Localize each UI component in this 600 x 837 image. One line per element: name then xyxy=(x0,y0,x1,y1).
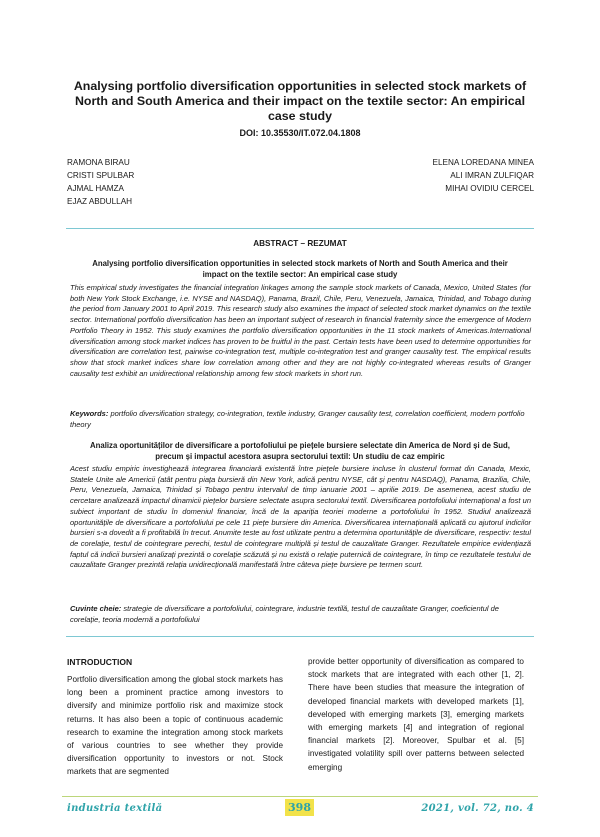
abstract-en-title: Analysing portfolio diversification opportunities in selected stock markets of North and South America and their impact on the textile sector: An empirical case study xyxy=(92,259,508,279)
keywords-ro xyxy=(70,604,531,625)
footer-line xyxy=(62,796,538,797)
author: RAMONA BIRAU xyxy=(67,158,130,167)
doi: DOI: 10.35530/IT.072.04.1808 xyxy=(239,128,361,138)
keywords-text: portfolio diversification strategy, co-integration, textile industry, Granger causality test, correlation coefficient, modern portfolio theory xyxy=(70,409,525,429)
author: ELENA LOREDANA MINEA xyxy=(432,158,534,167)
divider-bottom xyxy=(66,636,534,637)
abstract-ro-text: Acest studiu empiric investighează integrarea financiară existentă între piețele bursiere incluse în clusterul format din Canada, Mexic, Statele Unite ale Americii (atât pentru piața bursieră din New York, adică pentru NYSE, cât și pentru NASDAQ), Panama, Brazilia, Chile, Peru, Venezuela, Jamaica, Trinidad și Tobago pentru intervalul de timp ianuarie 2001 – aprilie 2019. De asemenea, acest studiu de cercetare analizează impactul dinamicii piețelor bursiere selectate asupra sectorului textil. Diversificarea portofoliului internațional a fost un subiect important de studiu în domeniul financiar, încă de la apariția teoriei moderne a portofoliului în 1952. Studiul analizează oportunitățile de diversificare a portofoliului pe cele 11 piețe bursiere din America. Diversificarea internațională aplicată cu ajutorul indicilor bursieri s-a dovedit a fi profitabilă în trecut. Anumite teste au fost utilizate pentru a determina oportunitățile de diversificare, respectiv: testul de corelație, testul de cointegrare perechi, testul de cointegrare multiplă și testul de cauzalitate Granger. Rezultatele empirice evidențiază faptul că indicii bursieri analizați prezintă o corelație scăzută și nu există o relație puternică de cointegrare, în timp ce rezultatele testului de cauzalitate Granger prezintă relația unidirecțională manifestată între câteva piețe bursiere pe termen scurt. xyxy=(70,464,531,570)
paper-title: Analysing portfolio diversification opportunities in selected stock markets of North and South America and their impact on the textile sector: An empirical case study xyxy=(73,79,527,123)
keywords-text: strategie de diversificare a portofoliului, cointegrare, industrie textilă, testul de cauzalitate Granger, coeficientul de corelație, teoria modernă a portofoliului xyxy=(70,604,499,624)
intro-column-left: Portfolio diversification among the global stock markets has long been a prominent practice among investors to diversify and minimize portfolio risk and maximize stock returns. It has also been a topic of continuous academic research to examine the integration among stock markets of various countries to see whether they provide diversification opportunity to investors or not. Stock markets that are segmented xyxy=(67,675,283,777)
page-number: 398 xyxy=(285,799,314,816)
keywords-label: Keywords: xyxy=(70,409,109,418)
introduction-heading: INTRODUCTION xyxy=(67,657,133,667)
abstract-ro-title: Analiza oportunităților de diversificare a portofoliului pe piețele bursiere selectate din America de Nord și de Sud, precum și impactul acestora asupra sectorului textil: Un studiu de caz empiric xyxy=(90,441,510,461)
divider-top xyxy=(66,228,534,229)
keywords-label: Cuvinte cheie: xyxy=(70,604,122,613)
author: AJMAL HAMZA xyxy=(67,184,125,193)
keywords-en xyxy=(70,409,531,430)
author: EJAZ ABDULLAH xyxy=(67,197,133,206)
abstract-en-text: This empirical study investigates the financial integration linkages among the sample stock markets of Canada, Mexico, United States (for both New York Stock Exchange, i.e. NYSE and NASDAQ), Panama, Brazil, Chile, Peru, Venezuela, Jamaica, Trinidad, and Tobago during the period from January 2001 to April 2019. This research study also examines the impact of selected stock market dynamics on the textile sector. International portfolio diversification has been an important subject of research in financial fraternity since the emergence of Modern Portfolio Theory in 1952. This study examines the portfolio diversification opportunities in the 11 stock markets of Americas.International diversification among stock market indices has proven to be fruitful in the past. Certain tests have been used to determine opportunities for diversification are correlation test, pairwise co-integration test, multiple co-integration test and granger causality test. The empirical results show that stock market indices share low correlation among other and they are not highly co-integrated whereas results of Granger causality test exhibit an unidirectional relationship among few stock markets in short run. xyxy=(70,283,531,378)
author: CRISTI SPULBAR xyxy=(67,171,135,180)
journal-name: industria textilă xyxy=(67,803,163,814)
authors-left xyxy=(67,156,134,208)
author: ALI IMRAN ZULFIQAR xyxy=(450,171,534,180)
abstract-heading: ABSTRACT – REZUMAT xyxy=(253,239,347,248)
journal-volume: 2021, vol. 72, no. 4 xyxy=(421,803,534,814)
authors-right xyxy=(433,156,534,195)
intro-column-right: provide better opportunity of diversification as compared to stock markets that are integrated with each other [1, 2]. There have been studies that measure the integration of developed financial markets with developed markets [1], developed with emerging markets [3], emerging markets with emerging markets [4] and integration of regional financial markets [2]. Moreover, Spulbar et al. [5] investigated volatility spill over patterns between selected emerging xyxy=(308,657,524,772)
author: MIHAI OVIDIU CERCEL xyxy=(445,184,534,193)
